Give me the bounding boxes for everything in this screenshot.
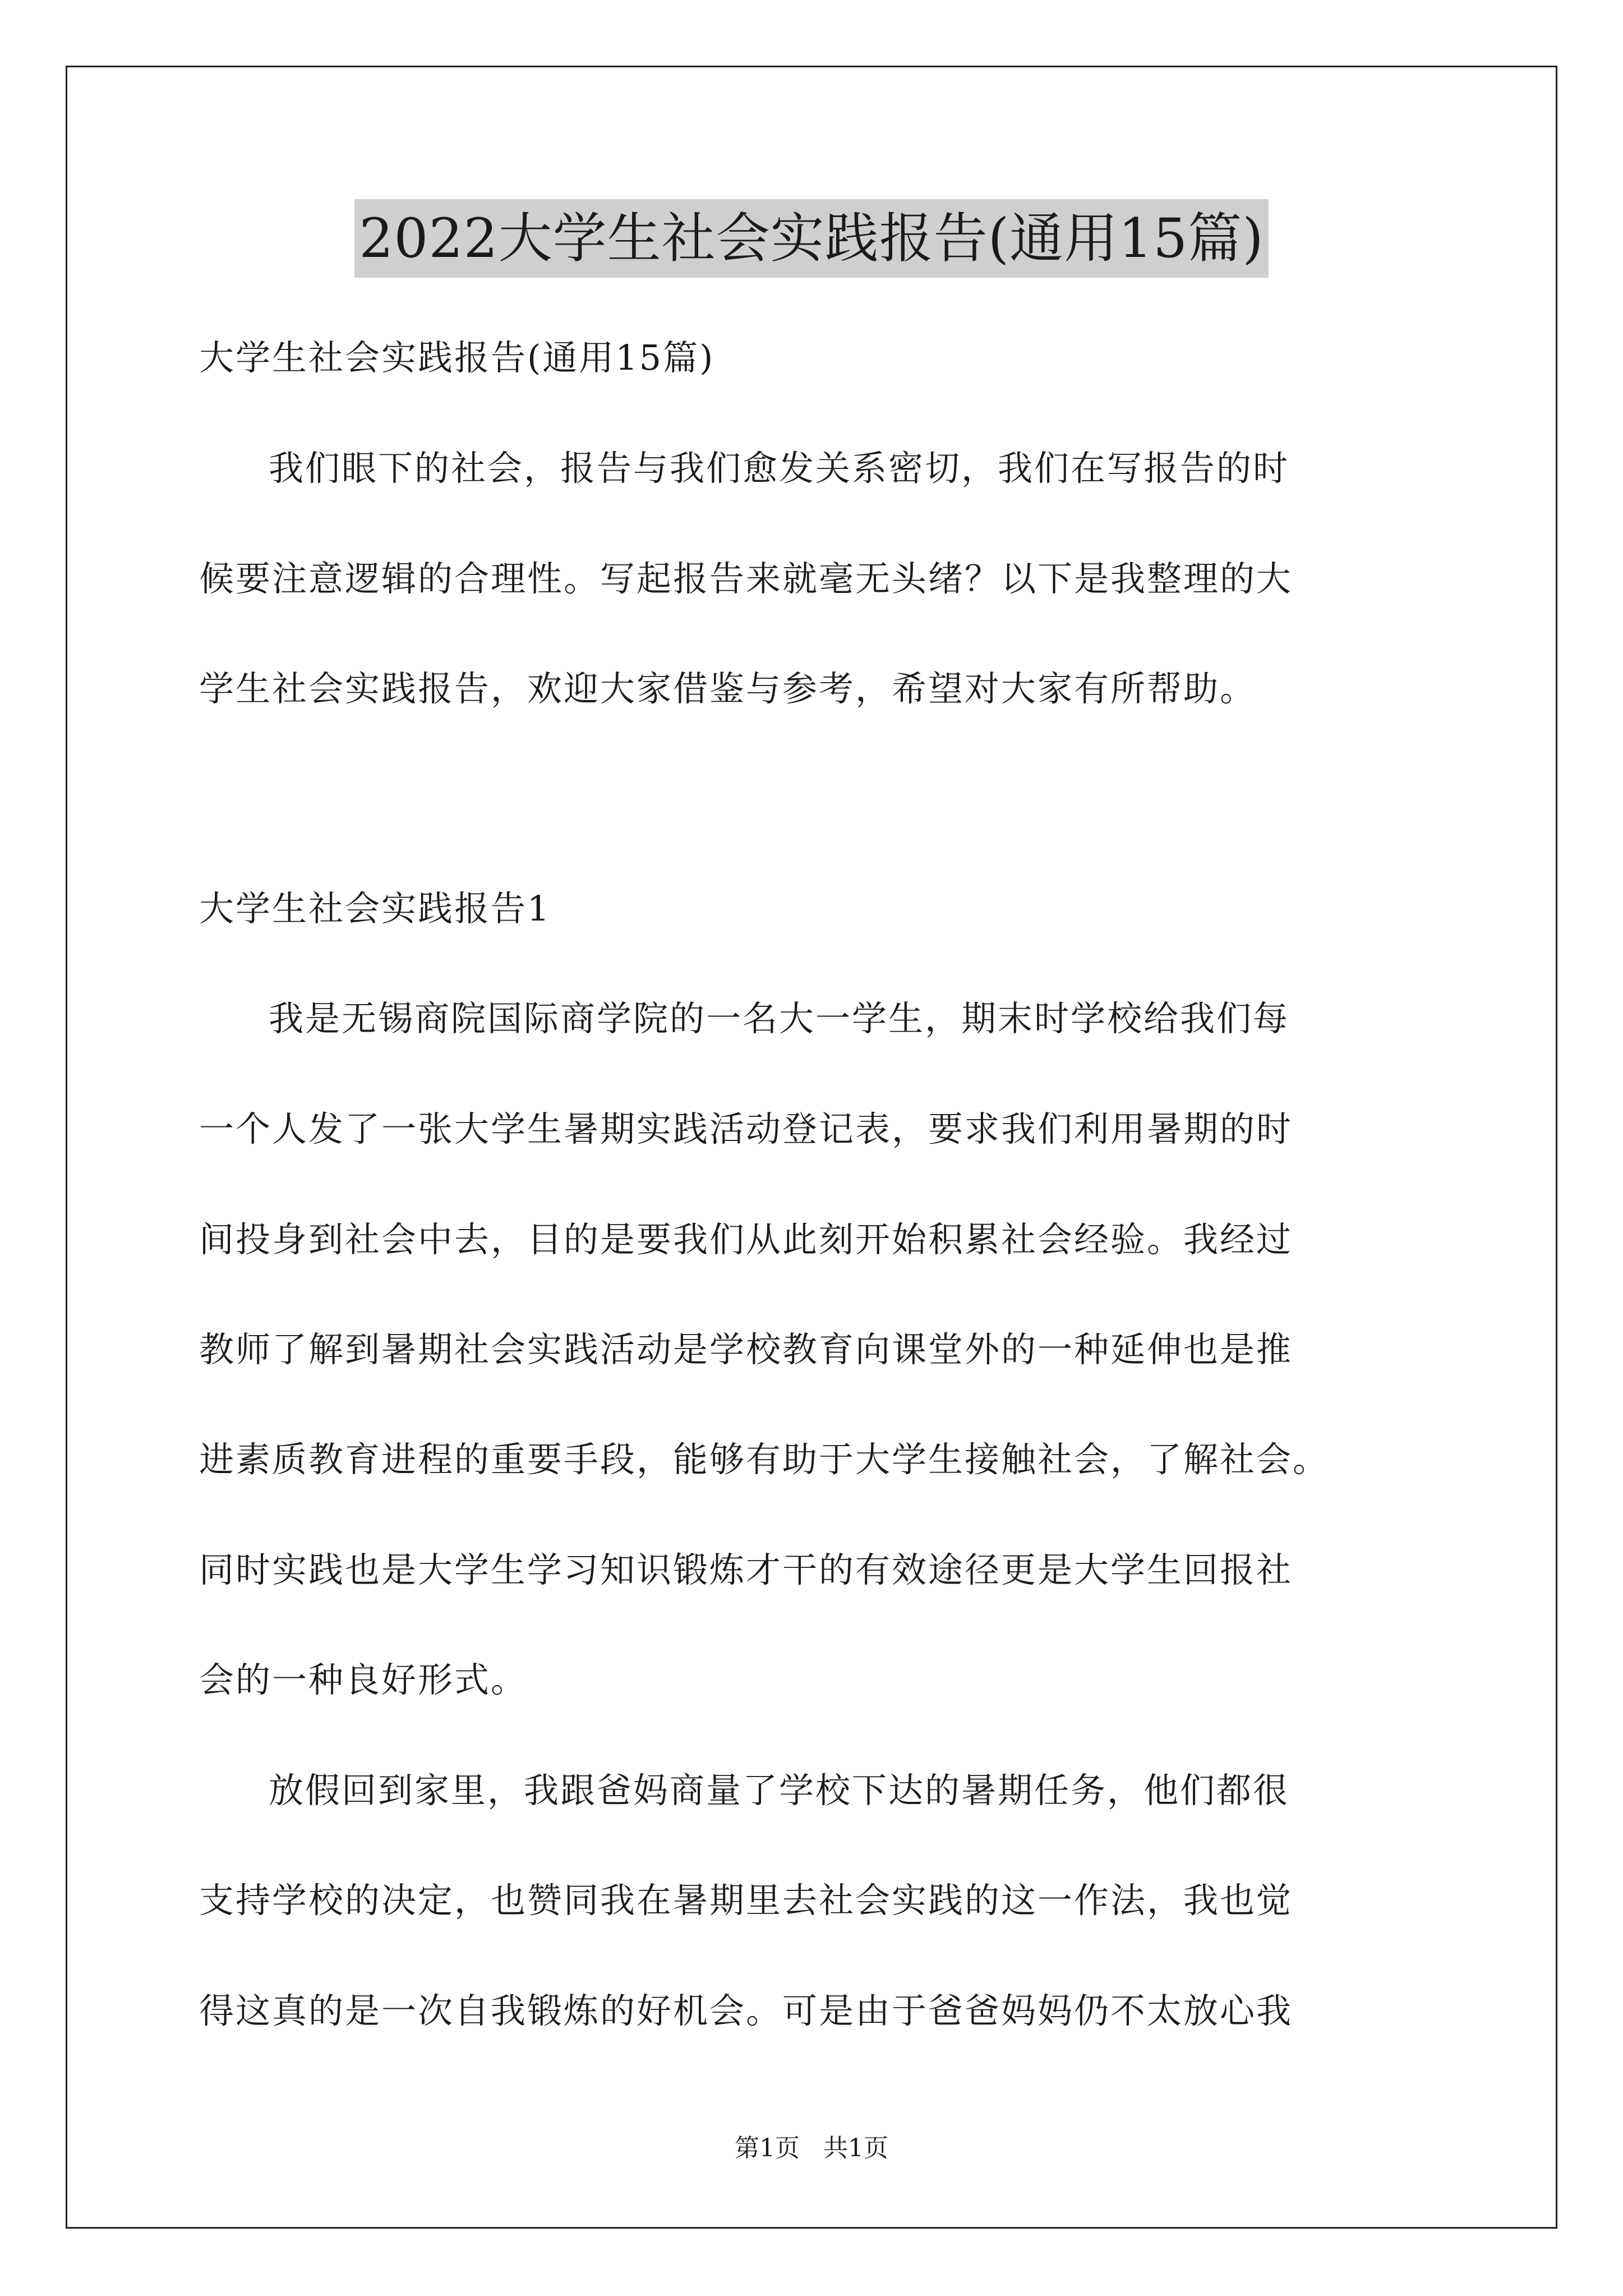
section-line-1: 我是无锡商院国际商学院的一名大一学生，期末时学校给我们每 (269, 998, 1290, 1039)
document-title: 2022大学生社会实践报告(通用15篇) (354, 199, 1268, 278)
section-line-3: 间投身到社会中去，目的是要我们从此刻开始积累社会经验。我经过 (199, 1219, 1293, 1260)
section-heading: 大学生社会实践报告1 (199, 888, 551, 929)
page-footer (0, 2132, 1623, 2165)
section-line-8: 放假回到家里，我跟爸妈商量了学校下达的暑期任务，他们都很 (269, 1770, 1290, 1811)
title-container (0, 199, 1623, 278)
intro-line-1: 我们眼下的社会，报告与我们愈发关系密切，我们在写报告的时 (269, 448, 1290, 489)
subtitle: 大学生社会实践报告(通用15篇) (199, 337, 715, 378)
section-line-10: 得这真的是一次自我锻炼的好机会。可是由于爸爸妈妈仍不太放心我 (199, 1990, 1293, 2031)
section-line-4: 教师了解到暑期社会实践活动是学校教育向课堂外的一种延伸也是推 (199, 1329, 1293, 1370)
page-number: 第1页 (735, 2134, 800, 2162)
section-line-7: 会的一种良好形式。 (199, 1659, 528, 1700)
section-line-6: 同时实践也是大学生学习知识锻炼才干的有效途径更是大学生回报社 (199, 1549, 1293, 1590)
intro-line-3: 学生社会实践报告，欢迎大家借鉴与参考，希望对大家有所帮助。 (199, 668, 1257, 709)
section-line-5: 进素质教育进程的重要手段，能够有助于大学生接触社会，了解社会。 (199, 1439, 1330, 1480)
page-total: 共1页 (823, 2134, 888, 2162)
section-line-9: 支持学校的决定，也赞同我在暑期里去社会实践的这一作法，我也觉 (199, 1880, 1293, 1921)
section-line-2: 一个人发了一张大学生暑期实践活动登记表，要求我们利用暑期的时 (199, 1108, 1293, 1149)
intro-line-2: 候要注意逻辑的合理性。写起报告来就毫无头绪？以下是我整理的大 (199, 558, 1293, 599)
